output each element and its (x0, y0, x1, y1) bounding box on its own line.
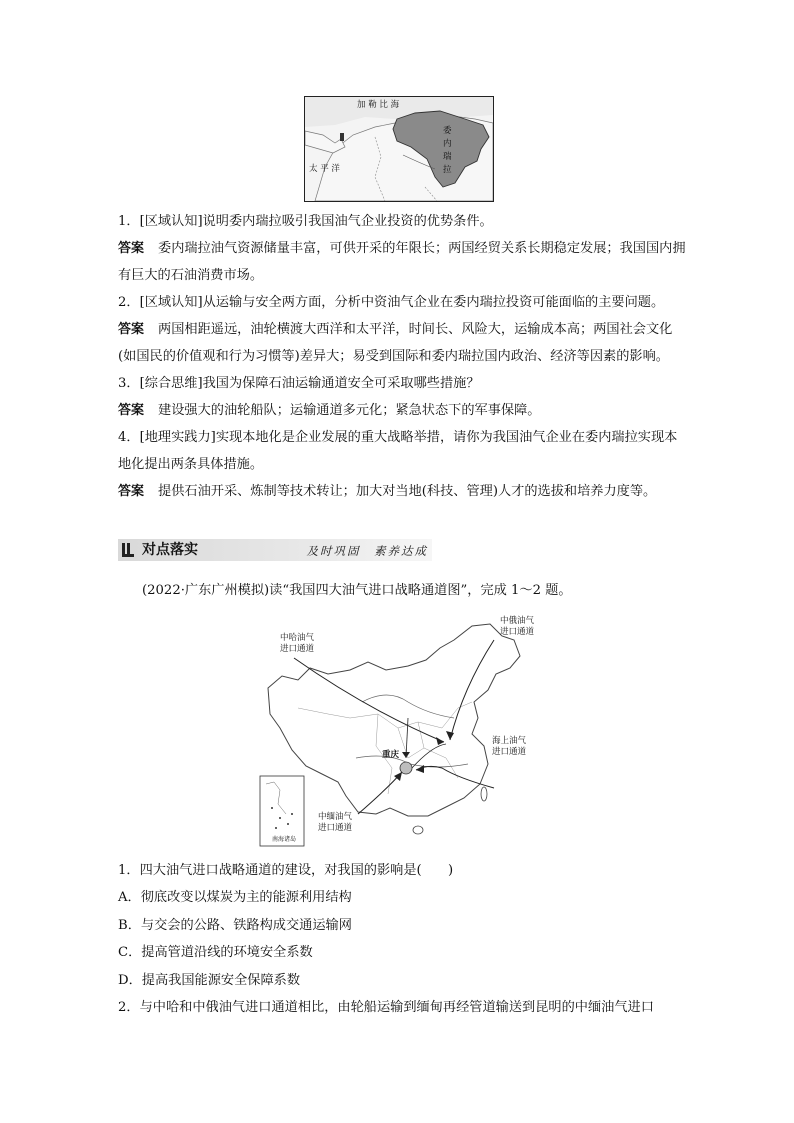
label-zhongmian-line1: 中缅油气 (318, 812, 353, 822)
question-1: 1．[区域认知]说明委内瑞拉吸引我国油气企业投资的优势条件。 (118, 214, 493, 229)
section-icon (122, 543, 134, 557)
question-2: 2．[区域认知]从运输与安全两方面，分析中资油气企业在委内瑞拉投资可能面临的主要问题。 (118, 295, 665, 310)
mc-question-stem: 1．四大油气进口战略通道的建设，对我国的影响是( ) (118, 863, 454, 878)
answer-label: 答案 (118, 241, 145, 256)
question-4: 4．[地理实践力]实现本地化是企业发展的重大战略举措，请你为我国油气企业在委内瑞拉实现本地化提出两条具体措施。 (118, 430, 678, 472)
label-zhongha-line2: 进口通道 (280, 644, 315, 654)
questions-block-a (118, 208, 688, 505)
mc-option-c[interactable]: C．提高管道沿线的环境安全系数 (118, 945, 313, 961)
answer-2: 答案 两国相距遥远，油轮横渡大西洋和太平洋，时间长、风险大，运输成本高；两国社会文化(如国民的价值观和行为习惯等)差异大；易受到国际和委内瑞拉国内政治、经济等因素的影响。 (118, 322, 673, 364)
section-header (118, 539, 432, 561)
mc-question-block (118, 857, 688, 1021)
label-zhonge-line1: 中俄油气 (500, 616, 535, 626)
china-oil-routes-map (258, 618, 540, 848)
label-zhongmian-line2: 进口通道 (318, 823, 353, 833)
answer-label: 答案 (118, 322, 145, 337)
answer-label: 答案 (118, 484, 145, 499)
next-question-stem: 2．与中哈和中俄油气进口通道相比，由轮船运输到缅甸再经管道输送到昆明的中缅油气进口 (118, 1000, 654, 1016)
label-zhongha-line1: 中哈油气 (280, 633, 315, 643)
answer-1: 答案 委内瑞拉油气资源储量丰富，可供开采的年限长；两国经贸关系长期稳定发展；我国国内拥有巨大的石油消费市场。 (118, 241, 686, 283)
label-haishang-line1: 海上油气 (492, 736, 527, 746)
caribbean-label: 加 勒 比 海 (357, 100, 400, 110)
label-zhonge-line2: 进口通道 (500, 627, 535, 637)
label-nanhai: 南海诸岛 (272, 836, 297, 843)
question-3: 3．[综合思维]我国为保障石油运输通道安全可采取哪些措施？ (118, 376, 480, 391)
venezuela-map (304, 96, 494, 202)
section-subtitle: 及时巩固 素养达成 (306, 544, 428, 558)
answer-4: 答案 提供石油开采、炼制等技术转让；加大对当地(科技、管理)人才的选拔和培养力度等。 (118, 484, 657, 499)
mc-option-a[interactable]: A．彻底改变以煤炭为主的能源利用结构 (118, 890, 352, 906)
intro-text: (2022·广东广州模拟)读“我国四大油气进口战略通道图”，完成 1～2 题。 (142, 583, 572, 598)
section-title: 对点落实 (142, 542, 198, 558)
answer-3: 答案 建设强大的油轮船队；运输通道多元化；紧急状态下的军事保障。 (118, 403, 541, 418)
mc-option-d[interactable]: D．提高我国能源安全保障系数 (118, 972, 301, 988)
mc-option-b[interactable]: B．与交会的公路、铁路构成交通运输网 (118, 917, 352, 933)
pacific-label: 太 平 洋 (309, 164, 340, 174)
label-chongqing: 重庆 (382, 750, 400, 760)
label-haishang-line2: 进口通道 (492, 747, 527, 757)
venezuela-label: 委 内 瑞 拉 (443, 126, 452, 175)
answer-label: 答案 (118, 403, 145, 418)
